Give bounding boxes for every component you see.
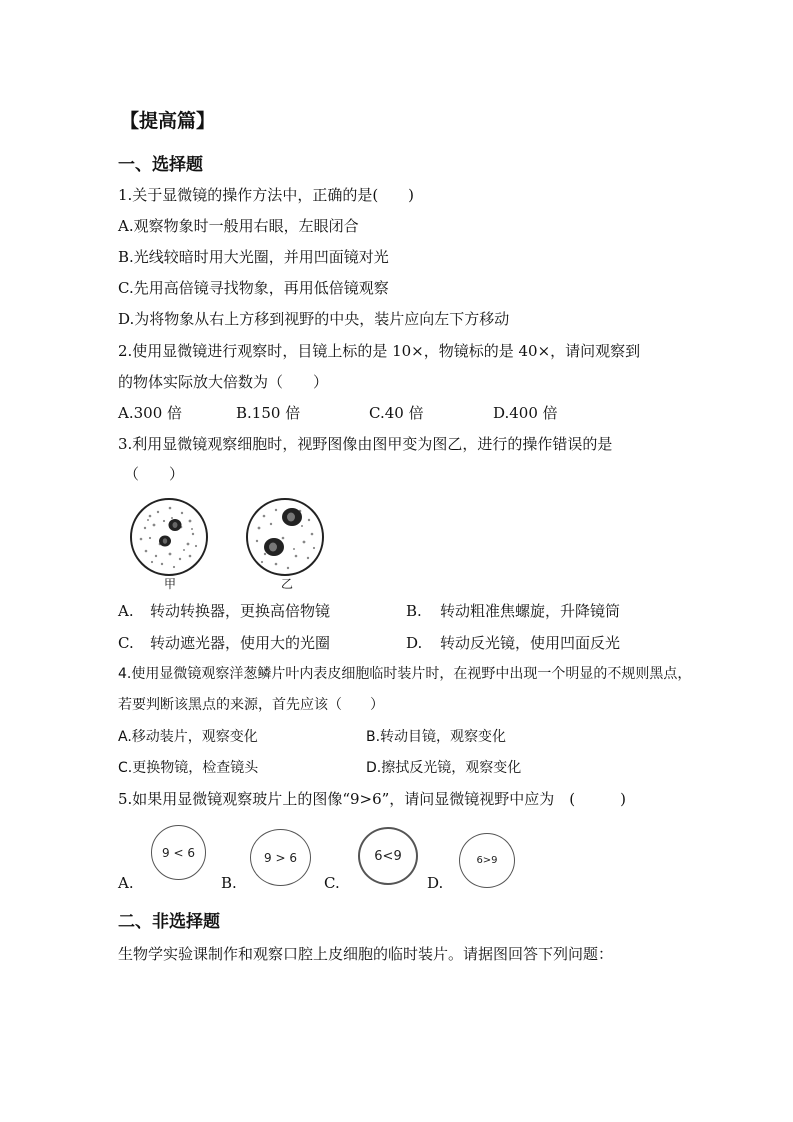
question-4-stem-line2: 若要判断该黑点的来源，首先应该（ ） — [118, 697, 384, 713]
microscope-field-figure — [126, 494, 336, 592]
question-4-option-c: C.更换物镜，检查镜头 — [118, 760, 259, 776]
question-2-option-b: B.150 倍 — [236, 404, 301, 422]
section-2-intro: 生物学实验课制作和观察口腔上皮细胞的临时装片。请据图回答下列问题： — [118, 945, 614, 963]
question-5-option-b-image: 9 > 6 — [250, 829, 311, 886]
figure-caption-jia: 甲 — [164, 577, 177, 591]
question-3-option-d-letter: D. — [406, 634, 423, 652]
section-heading-choice: 一、选择题 — [118, 155, 203, 175]
question-3-option-c: 转动遮光器，使用大的光圈 — [150, 634, 331, 652]
question-3-option-a: 转动转换器，更换高倍物镜 — [150, 602, 331, 620]
question-5-option-d-label: D. — [427, 874, 444, 892]
question-5-option-a-label: A. — [118, 874, 134, 892]
question-2-stem-line1: 2.使用显微镜进行观察时，目镜上标的是 10×，物镜标的是 40×，请问观察到 — [118, 342, 641, 360]
question-5-option-a-image: 9 < 6 — [151, 825, 206, 880]
question-1-stem: 1.关于显微镜的操作方法中，正确的是( ) — [118, 186, 415, 204]
page-title: 【提高篇】 — [120, 110, 216, 132]
question-5-option-c-label: C. — [324, 874, 340, 892]
question-4-option-d: D.擦拭反光镜，观察变化 — [366, 760, 522, 776]
question-3-stem-line2: （ ） — [124, 465, 185, 483]
question-4-stem-line1: 4.使用显微镜观察洋葱鳞片叶内表皮细胞临时装片时，在视野中出现一个明显的不规则黑点， — [118, 666, 692, 682]
question-4-option-a: A.移动装片，观察变化 — [118, 729, 258, 745]
question-3-option-d: 转动反光镜，使用凹面反光 — [440, 634, 621, 652]
field-jia — [131, 499, 207, 575]
question-1-option-c: C.先用高倍镜寻找物象，再用低倍镜观察 — [118, 279, 389, 297]
question-1-option-d: D.为将物象从右上方移到视野的中央，装片应向左下方移动 — [118, 310, 510, 328]
question-5-option-b-label: B. — [221, 874, 237, 892]
field-yi — [247, 499, 323, 575]
question-3-option-b-letter: B. — [406, 602, 422, 620]
question-3-option-b: 转动粗准焦螺旋，升降镜筒 — [440, 602, 621, 620]
question-2-option-a: A.300 倍 — [118, 404, 182, 422]
question-5-option-d-image: 6>9 — [459, 833, 515, 888]
question-3-option-a-letter: A. — [118, 602, 134, 620]
question-1-option-b: B.光线较暗时用大光圈，并用凹面镜对光 — [118, 248, 389, 266]
figure-caption-yi: 乙 — [281, 577, 294, 591]
question-5-stem: 5.如果用显微镜观察玻片上的图像“9>6”，请问显微镜视野中应为 ( ) — [118, 790, 627, 808]
question-3-option-c-letter: C. — [118, 634, 134, 652]
question-1-option-a: A.观察物象时一般用右眼，左眼闭合 — [118, 217, 359, 235]
question-5-option-c-image: 6<9 — [358, 827, 418, 885]
question-2-stem-line2: 的物体实际放大倍数为（ ） — [118, 373, 329, 391]
section-heading-non-choice: 二、非选择题 — [118, 912, 220, 932]
question-2-option-c: C.40 倍 — [369, 404, 424, 422]
question-3-stem-line1: 3.利用显微镜观察细胞时，视野图像由图甲变为图乙，进行的操作错误的是 — [118, 435, 613, 453]
question-2-option-d: D.400 倍 — [493, 404, 558, 422]
question-4-option-b: B.转动目镜，观察变化 — [366, 729, 507, 745]
